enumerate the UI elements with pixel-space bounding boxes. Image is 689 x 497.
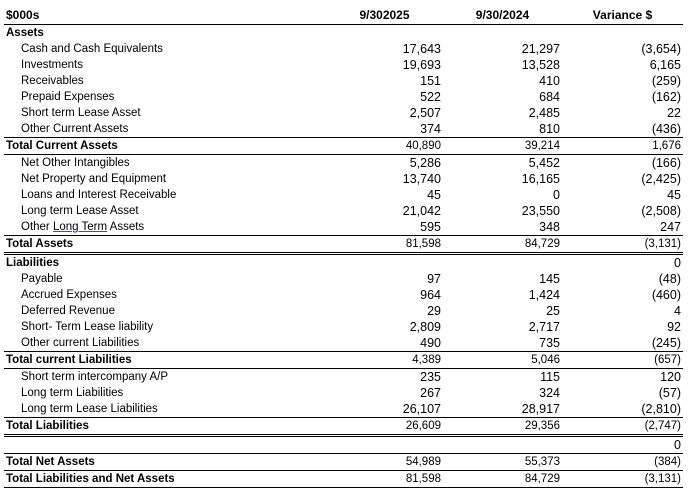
section-title-liabilities: Liabilities — [6, 257, 60, 269]
value-2024: 84,729 — [524, 473, 560, 485]
value-2024: 2,717 — [528, 320, 560, 334]
value-variance: 45 — [667, 188, 681, 202]
value-2024: 5,452 — [528, 156, 560, 170]
table-row — [4, 303, 683, 319]
value-2025: 522 — [420, 90, 441, 104]
table-row — [4, 89, 683, 105]
value-2025: 964 — [420, 288, 441, 302]
total-row-net-assets — [4, 454, 683, 471]
section-row-liabilities — [4, 254, 683, 272]
value-variance: 4 — [674, 304, 681, 318]
value-variance: 22 — [667, 106, 681, 120]
row-label: Payable — [21, 273, 63, 285]
value-variance: (2,747) — [644, 420, 681, 432]
value-variance: (2,425) — [641, 172, 681, 186]
value-2025: 13,740 — [402, 172, 441, 186]
value-2025: 81,598 — [405, 473, 441, 485]
value-variance: (3,131) — [644, 473, 681, 485]
column-header-2025: 9/302025 — [359, 8, 410, 22]
row-label: Total Current Assets — [6, 140, 118, 152]
value-2025: 595 — [420, 220, 441, 234]
value-2025: 26,107 — [402, 402, 441, 416]
value-2024: 84,729 — [524, 238, 560, 250]
table-row — [4, 436, 683, 454]
value-2024: 348 — [539, 220, 560, 234]
row-label: Net Property and Equipment — [21, 173, 167, 185]
total-row-current-liabilities — [4, 352, 683, 369]
value-variance: (384) — [654, 456, 681, 468]
row-label: Long term Liabilities — [21, 387, 124, 399]
value-2024: 25 — [546, 304, 560, 318]
table-row — [4, 219, 683, 236]
value-2024: 21,297 — [521, 42, 560, 56]
value-2024: 13,528 — [521, 58, 560, 72]
value-2024: 1,424 — [528, 288, 560, 302]
value-2024: 810 — [539, 122, 560, 136]
value-2024: 5,046 — [531, 354, 560, 366]
value-2025: 2,507 — [409, 106, 441, 120]
table-row — [4, 155, 683, 172]
value-variance: (436) — [651, 122, 681, 136]
table-row — [4, 57, 683, 73]
row-label: Cash and Cash Equivalents — [21, 43, 163, 55]
row-label: Deferred Revenue — [21, 305, 115, 317]
table-row — [4, 203, 683, 219]
value-2025: 490 — [420, 336, 441, 350]
row-label: Total Liabilities — [6, 420, 89, 432]
value-2025: 374 — [420, 122, 441, 136]
value-variance: (57) — [658, 386, 681, 400]
value-2025: 45 — [427, 188, 441, 202]
value-variance: 1,676 — [652, 140, 681, 152]
value-2025: 235 — [420, 370, 441, 384]
row-label: Prepaid Expenses — [21, 91, 115, 103]
table-row — [4, 73, 683, 89]
row-label: Short term Lease Asset — [21, 107, 141, 119]
row-label: Investments — [21, 59, 83, 71]
value-2025: 97 — [427, 272, 441, 286]
row-label: Total Net Assets — [6, 456, 95, 468]
value-2025: 4,389 — [412, 354, 441, 366]
row-label-part: Assets — [107, 221, 145, 233]
value-variance: (166) — [651, 156, 681, 170]
value-variance: 0 — [674, 256, 681, 270]
value-variance: 120 — [660, 370, 681, 384]
value-variance: (3,654) — [641, 42, 681, 56]
value-variance: (162) — [651, 90, 681, 104]
row-label: Accrued Expenses — [21, 289, 117, 301]
table-row — [4, 271, 683, 287]
value-variance: (48) — [658, 272, 681, 286]
total-row-liabilities — [4, 418, 683, 436]
row-label: Receivables — [21, 75, 84, 87]
row-label: Total current Liabilities — [6, 354, 132, 366]
table-row — [4, 171, 683, 187]
value-variance: (2,810) — [641, 402, 681, 416]
value-2024: 29,356 — [524, 420, 560, 432]
total-row-assets — [4, 236, 683, 254]
row-label: Other Current Assets — [21, 123, 129, 135]
row-label — [4, 219, 326, 236]
value-variance: (245) — [651, 336, 681, 350]
table-row — [4, 187, 683, 203]
value-variance: (460) — [651, 288, 681, 302]
row-label: Long term Lease Liabilities — [21, 403, 158, 415]
row-label: Total Liabilities and Net Assets — [6, 473, 175, 485]
row-label: Short- Term Lease liability — [21, 321, 154, 333]
value-2025: 151 — [420, 74, 441, 88]
value-2024: 55,373 — [524, 456, 560, 468]
header-row — [4, 6, 683, 25]
value-2025: 17,643 — [402, 42, 441, 56]
column-header-2024: 9/30/2024 — [475, 8, 530, 22]
value-2025: 81,598 — [405, 238, 441, 250]
value-2024: 28,917 — [521, 402, 560, 416]
row-label: Total Assets — [6, 238, 74, 250]
value-2025: 19,693 — [402, 58, 441, 72]
value-2025: 40,890 — [405, 140, 441, 152]
table-row — [4, 105, 683, 121]
value-2025: 26,609 — [405, 420, 441, 432]
value-variance: 6,165 — [649, 58, 681, 72]
value-2024: 16,165 — [521, 172, 560, 186]
value-2025: 267 — [420, 386, 441, 400]
value-variance: 92 — [667, 320, 681, 334]
value-2024: 145 — [539, 272, 560, 286]
value-2024: 39,214 — [524, 140, 560, 152]
value-2025: 5,286 — [409, 156, 441, 170]
value-2024: 115 — [540, 370, 560, 384]
table-row — [4, 401, 683, 418]
table-row — [4, 369, 683, 386]
table-row — [4, 335, 683, 352]
table-row — [4, 287, 683, 303]
total-row-current-assets — [4, 138, 683, 155]
table-row — [4, 41, 683, 57]
value-2025: 54,989 — [405, 456, 441, 468]
value-2024: 23,550 — [521, 204, 560, 218]
value-2024: 0 — [553, 188, 560, 202]
value-2024: 2,485 — [528, 106, 560, 120]
section-title-assets: Assets — [6, 27, 44, 39]
value-variance: 247 — [660, 220, 681, 234]
total-row-liabilities-and-net-assets — [4, 471, 683, 488]
units-label: $000s — [6, 8, 40, 22]
row-label: Loans and Interest Receivable — [21, 189, 177, 201]
table-row — [4, 319, 683, 335]
value-variance: (3,131) — [644, 238, 681, 250]
value-2024: 684 — [539, 90, 560, 104]
section-row-assets — [4, 25, 683, 42]
column-header-variance: Variance $ — [592, 8, 653, 22]
balance-sheet-table — [4, 6, 683, 488]
spellcheck-underlined-text: Long Term — [52, 221, 108, 233]
value-2025: 2,809 — [409, 320, 441, 334]
value-variance: (259) — [651, 74, 681, 88]
table-row — [4, 121, 683, 138]
value-variance: 0 — [674, 438, 681, 452]
value-variance: (657) — [654, 354, 681, 366]
row-label-part: Other — [21, 221, 53, 233]
table-row — [4, 385, 683, 401]
value-variance: (2,508) — [641, 204, 681, 218]
value-2024: 410 — [539, 74, 560, 88]
value-2024: 735 — [539, 336, 560, 350]
row-label: Other current Liabilities — [21, 337, 140, 349]
row-label: Net Other Intangibles — [21, 157, 130, 169]
value-2025: 21,042 — [402, 204, 441, 218]
value-2024: 324 — [539, 386, 560, 400]
value-2025: 29 — [427, 304, 441, 318]
row-label: Long term Lease Asset — [21, 205, 139, 217]
row-label: Short term intercompany A/P — [21, 371, 169, 383]
